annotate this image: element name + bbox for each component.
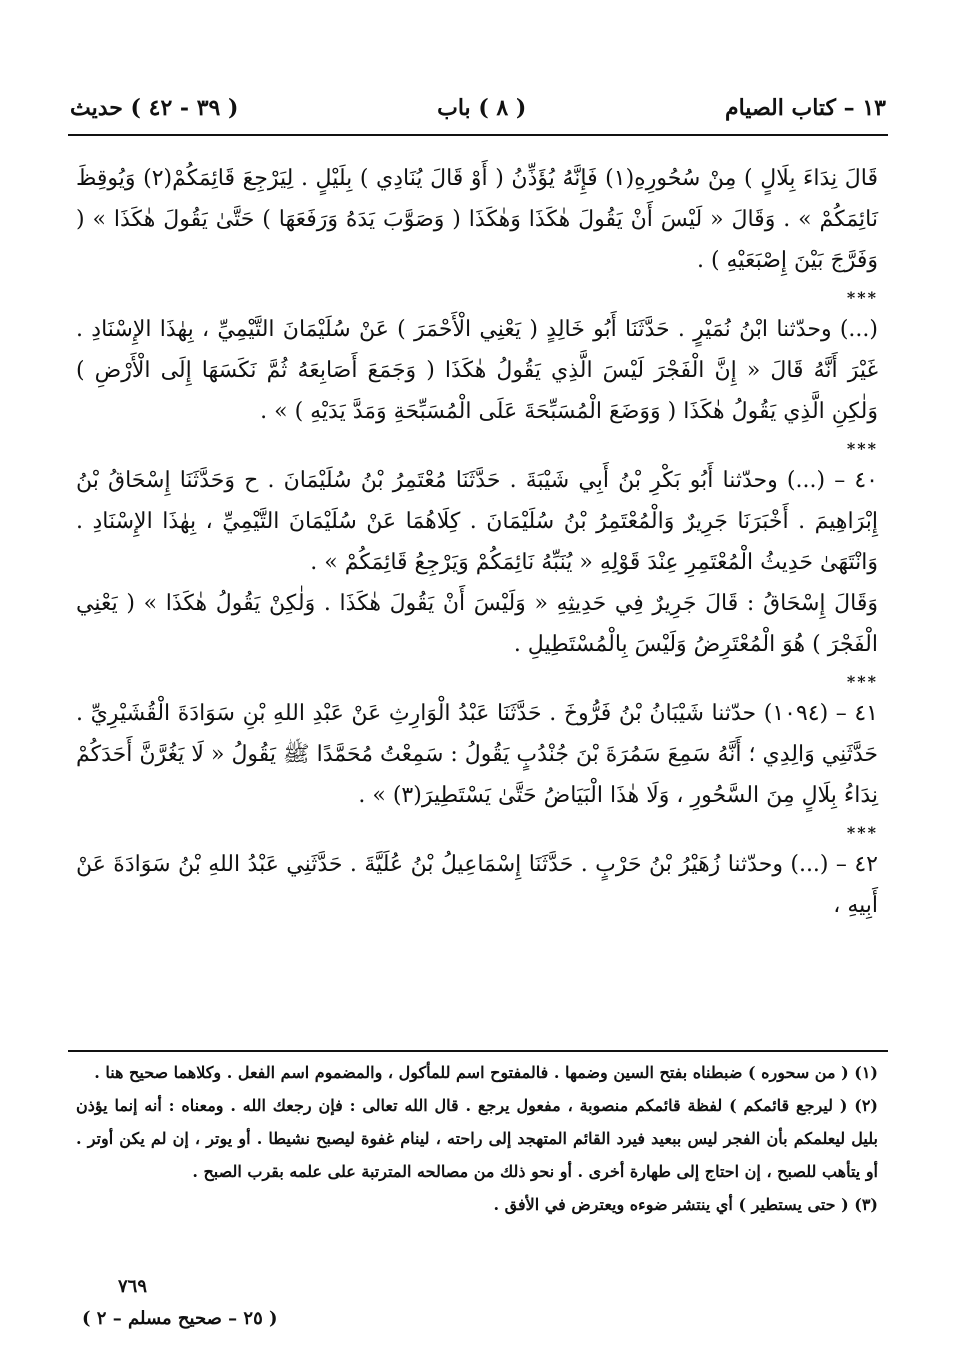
hadith-41: ٤١ – (١٠٩٤) حدّثنا شَيْبَانُ بْنُ فَرُّوخَ . حَدَّثَنَا عَبْدُ الْوَارِثِ عَنْ عَبْدِ اللهِ بْنِ سَوَادَةَ الْقُشَيْرِيِّ . حَدَّثَنِي وَالِدِي ؛ أَنَّهُ سَمِعَ سَمُرَةَ بْنَ جُنْدُبٍ يَقُولُ : سَمِعْتُ مُحَمَّدًا ﷺ يَقُولُ « لَا يَغُرَّنَّ أَحَدَكُمْ نِدَاءُ بِلَالٍ مِنَ السَّحُورِ ، وَلَا هٰذَا الْبَيَاضُ حَتَّىٰ يَسْتَطِيرَ(٣) » . <box>76 701 878 808</box>
hadith-42: ٤٢ – (...) وحدّثنا زُهَيْرُ بْنُ حَرْبٍ . حَدَّثَنَا إِسْمَاعِيلُ بْنُ عُلَيَّةَ . حَدَّثَنِي عَبْدُ اللهِ بْنُ سَوَادَةَ عَنْ أَبِيهِ ، <box>76 852 878 918</box>
hadith-40: ٤٠ – (...) وحدّثنا أَبُو بَكْرِ بْنُ أَبِي شَيْبَةَ . حَدَّثَنَا مُعْتَمِرُ بْنُ سُلَيْمَانَ . ح وَحَدَّثَنَا إِسْحَاقُ بْنُ إِبْرَاهِيمَ . أَخْبَرَنَا جَرِيرٌ وَالْمُعْتَمِرُ بْنُ سُلَيْمَانَ . كِلَاهُمَا عَنْ سُلَيْمَانَ التَّيْمِيِّ ، بِهٰذَا الإِسْنَادِ . وَانْتَهَىٰ حَدِيثُ الْمُعْتَمِرِ عِنْدَ قَوْلِهِ « يُنَبِّهُ نَائِمَكُمْ وَيَرْجِعُ قَائِمَكُمْ » . <box>76 468 878 575</box>
section-separator: *** <box>846 823 878 842</box>
printer-signature: ( ٢٥ – صحيح مسلم – ٢ ) <box>82 1308 278 1329</box>
main-text <box>76 158 878 926</box>
section-separator: *** <box>846 672 878 691</box>
section-separator: *** <box>846 288 878 307</box>
section-separator: *** <box>846 439 878 458</box>
page-number: ٧٦٩ <box>118 1276 148 1297</box>
header-divider <box>68 134 888 136</box>
section-label: ( ٨ ) باب <box>437 95 527 121</box>
footnotes <box>76 1056 878 1221</box>
paragraph: وَقَالَ إِسْحَاقُ : قَالَ جَرِيرٌ فِي حَدِيثِهِ « وَلَيْسَ أَنْ يَقُولَ هٰكَذَا . وَلٰكِنْ يَقُولُ هٰكَذَا » ( يَعْنِي الْفَجْرَ ) هُوَ الْمُعْتَرِضُ وَلَيْسَ بِالْمُسْتَطِيلِ . <box>76 591 878 657</box>
paragraph: (...) وحدّثنا ابْنُ نُمَيْرٍ . حَدَّثَنَا أَبُو خَالِدٍ ( يَعْنِي الْأَحْمَرَ ) عَنْ سُلَيْمَانَ التَّيْمِيِّ ، بِهٰذَا الإِسْنَادِ . غَيْرَ أَنَّهُ قَالَ « إِنَّ الْفَجْرَ لَيْسَ الَّذِي يَقُولُ هٰكَذَا ( وَجَمَعَ أَصَابِعَهُ ثُمَّ نَكَسَهَا إِلَى الْأَرْضِ ) وَلٰكِنِ الَّذِي يَقُولُ هٰكَذَا ( وَوَضَعَ الْمُسَبِّحَةَ عَلَى الْمُسَبِّحَةِ وَمَدَّ يَدَيْهِ ) » . <box>76 317 878 424</box>
footnote-divider <box>68 1050 888 1052</box>
hadith-range: ( ٣٩ - ٤٢ ) حديث <box>70 95 239 121</box>
footnote-1: (١) ( من سحوره ) ضبطناه بفتح السين وضمها . فالمفتوح اسم للمأكول ، والمضموم اسم الفعل . وكلاهما صحيح هنا . <box>94 1063 878 1082</box>
running-header <box>70 88 886 128</box>
chapter-title: ١٣ – كتاب الصيام <box>724 95 886 121</box>
footnote-3: (٣) ( حتى يستطير ) أي ينتشر ضوءه ويعترض في الأفق . <box>493 1195 878 1214</box>
paragraph: قَالَ نِدَاءَ بِلَالٍ ) مِنْ سُحُورِهِ(١) فَإِنَّهُ يُؤَذِّنُ ( أَوْ قَالَ يُنَادِي ) بِلَيْلٍ . لِيَرْجِعَ قَائِمَكُمْ(٢) وَيُوقِظَ نَائِمَكُمْ » . وَقَالَ « لَيْسَ أَنْ يَقُولَ هٰكَذَا وَهٰكَذَا ( وَصَوَّبَ يَدَهُ وَرَفَعَهَا ) حَتَّىٰ يَقُولَ هٰكَذَا » ( وَفَرَّجَ بَيْنَ إِصْبَعَيْهِ ) . <box>76 166 878 273</box>
footnote-2: (٢) ( ليرجع قائمكم ) لفظة قائمكم منصوبة ، مفعول يرجع . قال الله تعالى : فإن رجعك الله . ومعناه : أنه إنما يؤذن بليل ليعلمكم بأن الفجر ليس ببعيد فيرد القائم المتهجد إلى راحته ، لينام غفوة ليصبح نشيطا . أو يوتر ، إن لم يكن أوتر . أو يتأهب للصبح ، إن احتاج إلى طهارة أخرى . أو نحو ذلك من مصالحه المترتبة على علمه بقرب الصبح . <box>76 1096 878 1181</box>
